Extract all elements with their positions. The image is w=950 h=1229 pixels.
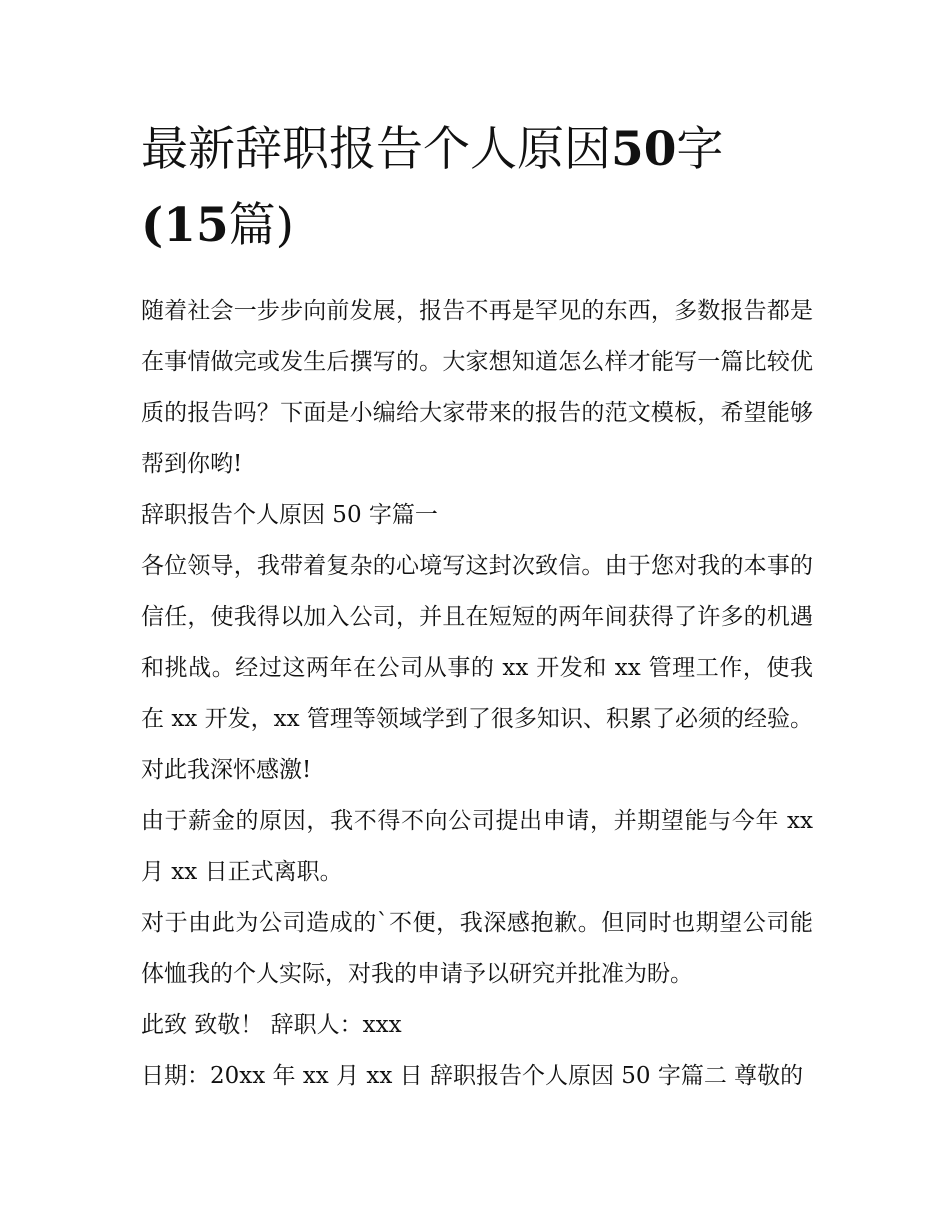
title-number: 50 <box>611 122 677 177</box>
section-heading: 辞职报告个人原因 50 字篇一 <box>141 502 438 528</box>
document-page <box>141 112 813 1102</box>
body-paragraph: 各位领导，我带着复杂的心境写这封次致信。由于您对我的本事的信任，使我得以加入公司，并且在短短的两年间获得了许多的机遇和挑战。经过这两年在公司从事的 xx 开发和 xx 管理工作，使我在 xx 开发，xx 管理等领域学到了很多知识、积累了必须的经验。对此我深怀感激! <box>141 553 813 783</box>
title-text-end: 字 <box>676 122 724 177</box>
closing-line: 此致 致敬！ 辞职人：xxx <box>141 1012 402 1038</box>
body-paragraph: 由于薪金的原因，我不得不向公司提出申请，并期望能与今年 xx 月 xx 日正式离职。 <box>141 808 813 885</box>
intro-paragraph: 随着社会一步步向前发展，报告不再是罕见的东西，多数报告都是在事情做完或发生后撰写的。大家想知道怎么样才能写一篇比较优质的报告吗？下面是小编给大家带来的报告的范文模板，希望能够帮到你哟! <box>141 298 813 477</box>
document-title <box>141 112 813 264</box>
title-count-unit: 篇) <box>228 198 294 253</box>
title-text: 最新辞职报告个人原因 <box>141 122 611 177</box>
date-line: 日期：20xx 年 xx 月 xx 日 辞职报告个人原因 50 字篇二 尊敬的 <box>141 1063 804 1089</box>
title-count: (15 <box>141 198 229 253</box>
body-paragraph: 对于由此为公司造成的`不便，我深感抱歉。但同时也期望公司能体恤我的个人实际，对我的申请予以研究并批准为盼。 <box>141 910 813 987</box>
